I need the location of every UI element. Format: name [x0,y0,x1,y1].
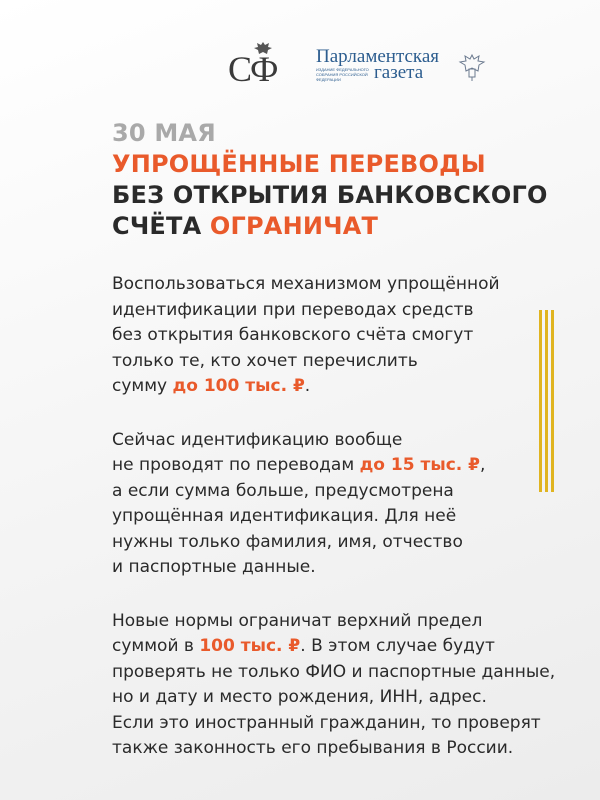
headline [112,118,552,242]
highlight-amount: до 15 тыс. ₽ [359,455,480,475]
paragraph-1 [112,272,542,400]
text-line: . [304,376,311,396]
parlamentskaya-gazeta-logo [316,46,496,90]
text-line: Воспользоваться механизмом упрощённой [112,274,500,294]
pg-logo-line1: Парламентская [316,46,440,67]
eagle-icon [458,52,486,82]
text-line: и паспортные данные. [112,557,316,577]
highlight-amount: 100 тыс. ₽ [199,636,301,656]
headline-line-3-accent: ОГРАНИЧАТ [209,212,379,240]
gold-line [551,310,554,492]
headline-accent-line: УПРОЩЁННЫЕ ПЕРЕВОДЫ [112,150,486,178]
gold-line [545,310,548,492]
text-line: только те, кто хочет перечислить [112,350,418,371]
text-line: , [479,455,486,475]
text-line: идентификации при переводах средств [112,299,474,320]
pg-logo-subtitle: ИЗДАНИЕ ФЕДЕРАЛЬНОГО СОБРАНИЯ РОССИЙСКОЙ ФЕДЕРАЦИИ [316,67,369,82]
gold-accent-lines [539,310,555,492]
article-body [112,272,556,790]
headline-line-3-start: СЧЁТА [112,212,210,240]
text-line: а если сумма больше, предусмотрена [112,480,454,501]
paragraph-2 [112,428,542,581]
text-line: нужны только фамилия, имя, отчество [112,531,463,552]
text-line: сумму [112,376,173,396]
paragraph-3 [112,609,556,762]
text-line: но и дату и место рождения, ИНН, адрес. [112,687,487,707]
text-line: без открытия банковского счёта смогут [112,325,474,345]
text-line: Новые нормы ограничат верхний предел [112,610,483,631]
sf-letters: СФ [228,49,277,89]
headline-date: 30 МАЯ [112,119,216,147]
text-line: . В этом случае будут [300,636,495,656]
gold-line [539,310,542,492]
text-line: упрощённая идентификация. Для неё [112,506,457,526]
headline-line-2: БЕЗ ОТКРЫТИЯ БАНКОВСКОГО [112,181,548,209]
text-line: не проводят по переводам [112,455,360,475]
highlight-amount: до 100 тыс. ₽ [172,376,305,396]
text-line: Если это иностранный гражданин, то проверят [112,712,541,733]
text-line: проверять не только ФИО и паспортные данные, [112,661,556,682]
text-line: Сейчас идентификацию вообще [112,429,403,450]
sf-logo [228,40,298,88]
text-line: суммой в [112,636,200,656]
text-line: также законность его пребывания в России. [112,738,514,758]
pg-logo-line2: газета [374,62,424,83]
logos [228,40,508,90]
